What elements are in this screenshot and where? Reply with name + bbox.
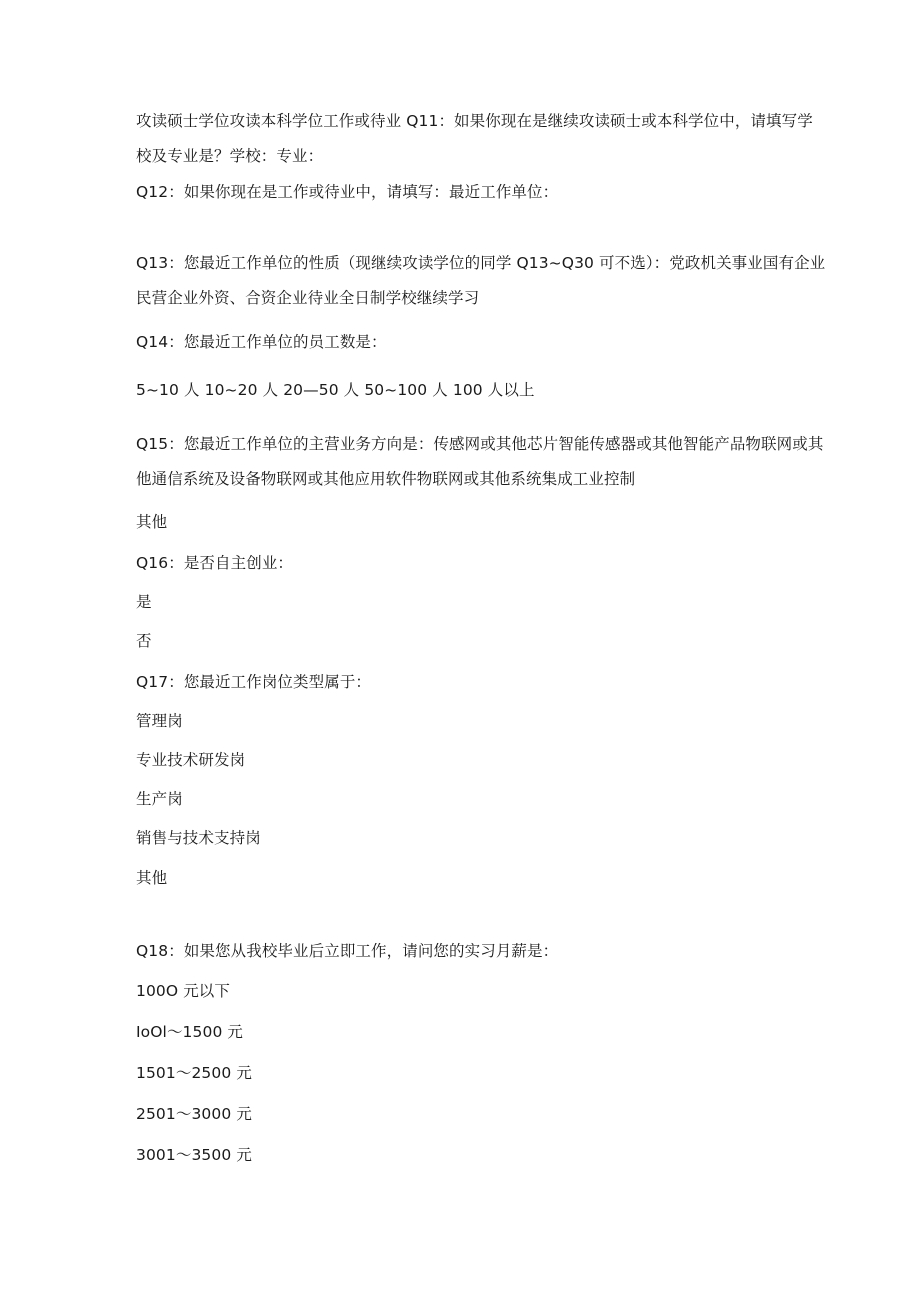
q15-text: Q15：您最近工作单位的主营业务方向是：传感网或其他芯片智能传感器或其他智能产品物联网或其他通信系统及设备物联网或其他应用软件物联网或其他系统集成工业控制 bbox=[136, 435, 824, 488]
q12-text: Q12：如果你现在是工作或待业中，请填写：最近工作单位： bbox=[136, 183, 559, 201]
q16-option-yes: 是 bbox=[136, 593, 152, 611]
q18-option-1: 100O 元以下 bbox=[136, 982, 231, 1000]
q17-option-other: 其他 bbox=[136, 869, 168, 887]
q16-option-no: 否 bbox=[136, 632, 152, 650]
q13-text: Q13：您最近工作单位的性质（现继续攻读学位的同学 Q13~Q30 可不选）：党政机关事业国有企业民营企业外资、合资企业待业全日制学校继续学习 bbox=[136, 254, 826, 307]
q14-options: 5~10 人 10~20 人 20—50 人 50~100 人 100 人以上 bbox=[136, 381, 535, 399]
q17-option-production: 生产岗 bbox=[136, 790, 183, 808]
q18-option-5: 3001～3500 元 bbox=[136, 1146, 252, 1164]
q17-option-management: 管理岗 bbox=[136, 712, 183, 730]
q15-option-other: 其他 bbox=[136, 513, 168, 531]
q17-option-rd: 专业技术研发岗 bbox=[136, 751, 246, 769]
q11-text: 攻读硕士学位攻读本科学位工作或待业 Q11：如果你现在是继续攻读硕士或本科学位中，请填写学校及专业是？学校：专业： bbox=[136, 112, 813, 165]
q17-option-sales: 销售与技术支持岗 bbox=[136, 829, 261, 847]
q14-text: Q14：您最近工作单位的员工数是： bbox=[136, 333, 387, 351]
q18-text: Q18：如果您从我校毕业后立即工作，请问您的实习月薪是： bbox=[136, 942, 559, 960]
q18-option-3: 1501～2500 元 bbox=[136, 1064, 252, 1082]
q18-option-4: 2501～3000 元 bbox=[136, 1105, 252, 1123]
q17-text: Q17：您最近工作岗位类型属于： bbox=[136, 673, 372, 691]
q18-option-2: IoOl～1500 元 bbox=[136, 1023, 244, 1041]
q16-text: Q16：是否自主创业： bbox=[136, 554, 294, 572]
